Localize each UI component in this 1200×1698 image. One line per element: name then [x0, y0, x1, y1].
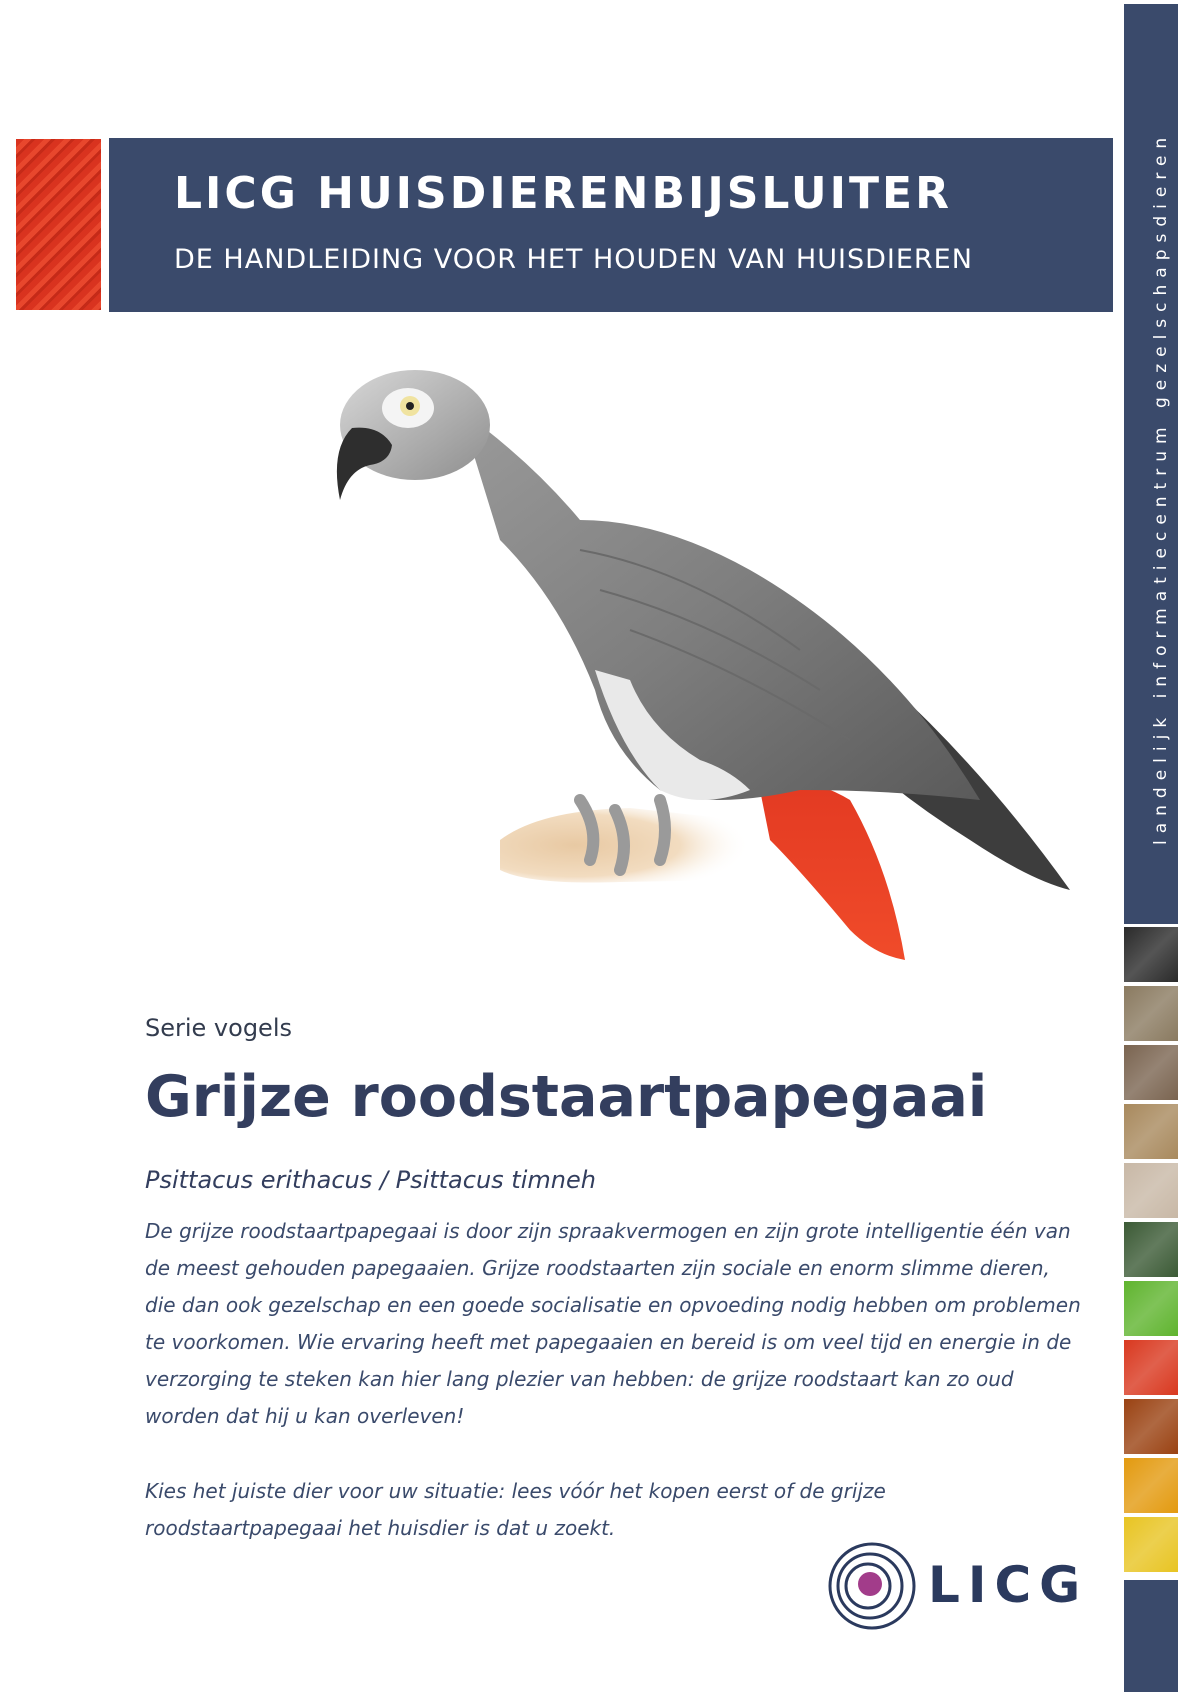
texture-swatch	[1124, 927, 1178, 982]
texture-swatches	[1124, 927, 1178, 1576]
texture-swatch	[1124, 986, 1178, 1041]
texture-swatch	[1124, 1163, 1178, 1218]
texture-swatch	[1124, 1045, 1178, 1100]
texture-swatch	[1124, 1222, 1178, 1277]
logo-text: LICG	[928, 1556, 1089, 1614]
header-subtitle: DE HANDLEIDING VOOR HET HOUDEN VAN HUISDIEREN	[174, 244, 973, 275]
licg-logo-mark-icon	[826, 1540, 918, 1632]
side-band-text: landelijk informatiecentrum gezelschapsdieren	[1151, 130, 1171, 845]
texture-swatch	[1124, 1281, 1178, 1336]
page-title: Grijze roodstaartpapegaai	[145, 1064, 988, 1130]
texture-swatch	[1124, 1517, 1178, 1572]
texture-swatch	[1124, 1399, 1178, 1454]
texture-swatch	[1124, 1458, 1178, 1513]
texture-swatch	[1124, 1104, 1178, 1159]
texture-swatch	[1124, 1340, 1178, 1395]
licg-logo	[826, 1540, 1096, 1632]
advice-paragraph: Kies het juiste dier voor uw situatie: lees vóór het kopen eerst of de grijze roodstaartpapegaai het huisdier is dat u zoekt.	[145, 1479, 886, 1540]
side-band-bottom	[1124, 1580, 1178, 1692]
latin-name: Psittacus erithacus / Psittacus timneh	[145, 1166, 596, 1194]
parrot-illustration	[330, 370, 1090, 1050]
intro-paragraph: De grijze roodstaartpapegaai is door zijn spraakvermogen en zijn grote intelligentie één van de meest gehouden papegaaien. Grijze roodstaarten zijn sociale en enorm slimme dieren, die dan ook gezelschap en een goede socialisatie en opvoeding nodig hebben om problemen te voorkomen. Wie ervaring heeft met papegaaien en bereid is om veel tijd en energie in de verzorging te steken kan hier lang plezier van hebben: de grijze roodstaart kan zo oud worden dat hij u kan overleven!	[145, 1219, 1081, 1428]
header-title: LICG HUISDIERENBIJSLUITER	[174, 168, 952, 219]
header-banner	[109, 138, 1113, 312]
feather-tile	[16, 139, 101, 310]
series-label: Serie vogels	[145, 1014, 292, 1042]
